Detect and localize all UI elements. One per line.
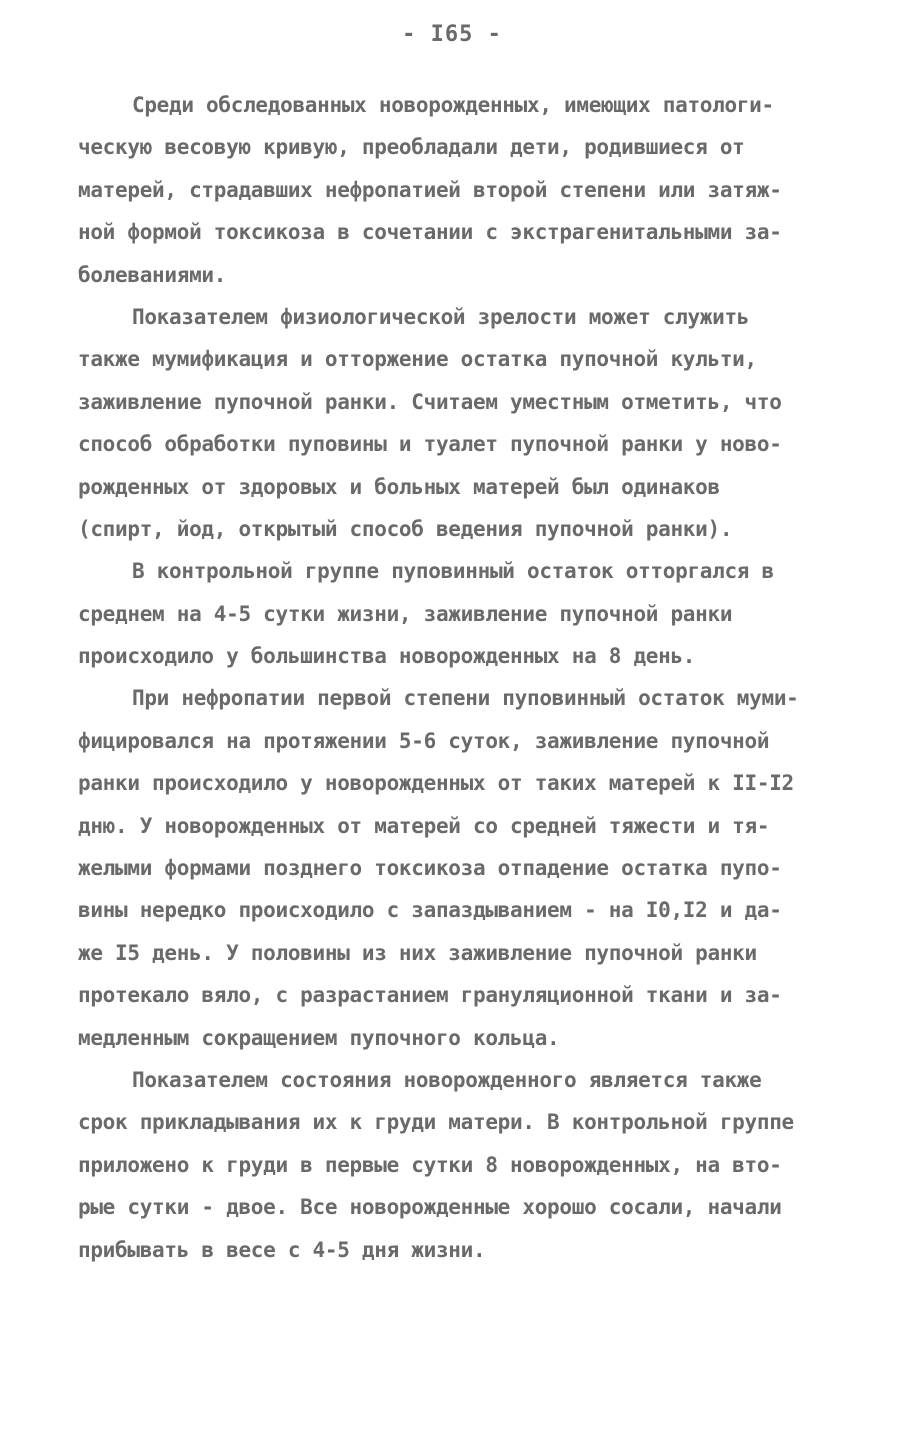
text-line: фицировался на протяжении 5-6 суток, заживление пупочной [78,728,770,753]
body-text [78,84,838,1271]
text-line: ной формой токсикоза в сочетании с экстрагенитальными за- [78,220,782,245]
page-number: - I65 - [402,22,502,47]
text-line: срок прикладывания их к груди матери. В контрольной группе [78,1110,794,1135]
text-line: ранки происходило у новорожденных от таких матерей к II-I2 [78,771,794,796]
text-line: При нефропатии первой степени пуповинный остаток муми- [132,686,799,711]
text-line: рые сутки - двое. Все новорожденные хорошо сосали, начали [78,1195,782,1220]
text-line: происходило у большинства новорожденных на 8 день. [78,644,696,669]
text-line: Среди обследованных новорожденных, имеющих патологи- [132,93,774,117]
text-line: способ обработки пуповины и туалет пупочной ранки у ново- [78,432,782,457]
text-line: ческую весовую кривую, преобладали дети, родившиеся от [78,135,745,160]
text-line: приложено к груди в первые сутки 8 новорожденных, на вто- [78,1152,782,1177]
text-line: рожденных от здоровых и больных матерей был одинаков [78,474,720,499]
text-line: же I5 день. У половины из них заживление пупочной ранки [78,940,757,965]
text-line: вины нередко происходило с запаздыванием - на I0,I2 и да- [78,898,782,923]
text-line: матерей, страдавших нефропатией второй степени или затяж- [78,177,782,202]
text-line: болеваниями. [78,262,227,287]
text-line: В контрольной группе пуповинный остаток отторгался в [132,559,774,584]
text-line: желыми формами позднего токсикоза отпадение остатка пупо- [78,856,782,881]
text-line: медленным сокращением пупочного кольца. [78,1025,560,1050]
text-line: заживление пупочной ранки. Считаем уместным отметить, что [78,389,782,414]
text-line: Показателем состояния новорожденного является также [132,1067,762,1092]
text-line: Показателем физиологической зрелости может служить [132,304,750,329]
text-line: среднем на 4-5 сутки жизни, заживление пупочной ранки [78,601,733,626]
text-line: протекало вяло, с разрастанием грануляционной ткани и за- [78,983,782,1008]
text-line: прибывать в весе с 4-5 дня жизни. [78,1237,486,1262]
text-line: дню. У новорожденных от матерей со средней тяжести и тя- [78,813,770,838]
text-line: (спирт, йод, открытый способ ведения пупочной ранки). [78,516,733,541]
text-line: также мумификация и отторжение остатка пупочной культи, [78,347,757,372]
